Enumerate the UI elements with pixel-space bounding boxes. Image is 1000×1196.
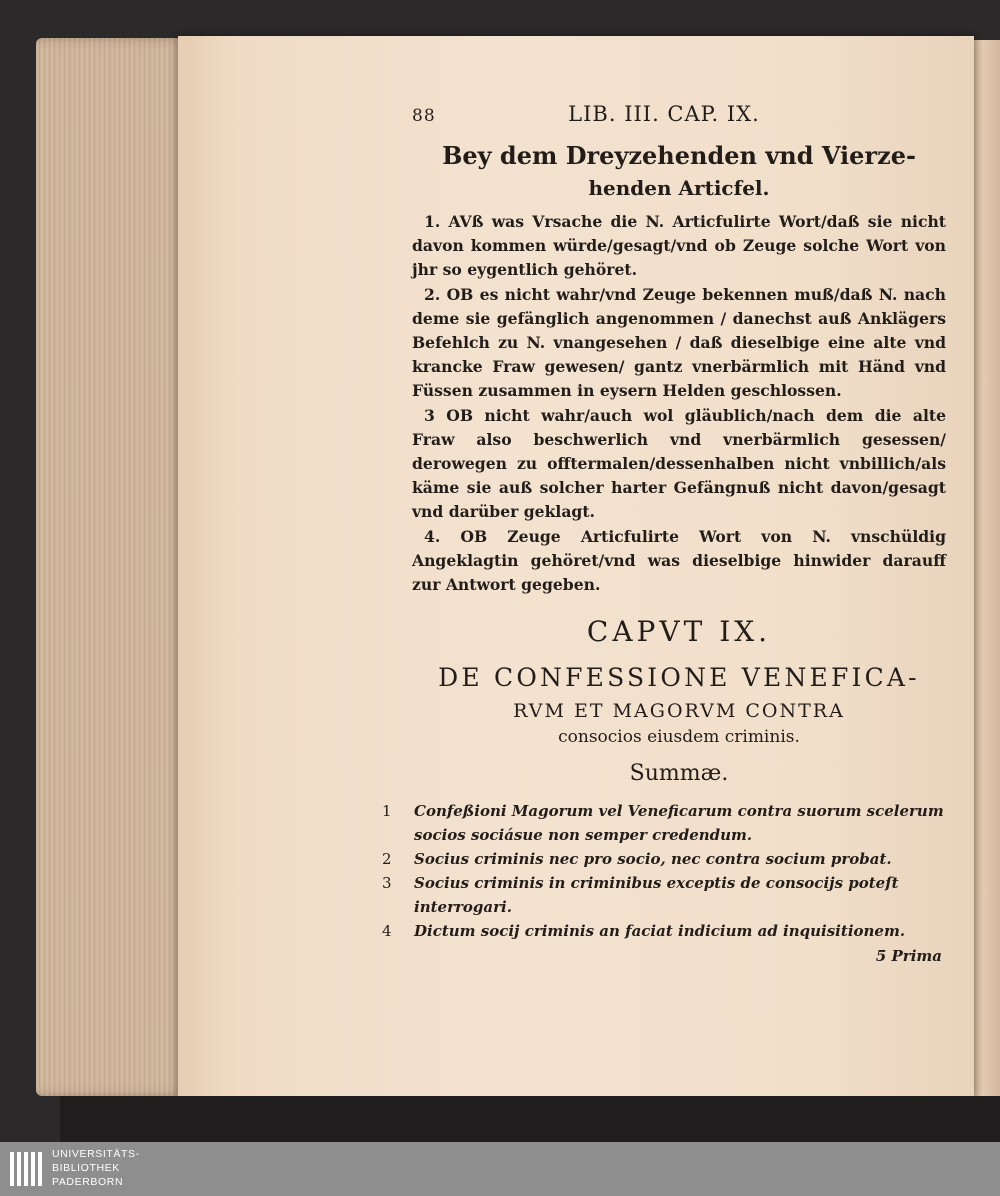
article-paragraph: 4. OB Zeuge Articfulirte Wort von N. vnschüldig Angeklagtin gehöret/vnd was dieselbige hinwider darauff zur Antwort gegeben. [412,526,946,595]
summae-item [382,919,946,943]
chapter-heading: CAPVT IX. [586,615,772,649]
section-title [412,140,946,204]
page-header [412,102,946,136]
chapter-title-line-3: consocios eiusdem criminis. [558,727,800,748]
chapter-title-line-2: RVM ET MAGORVM CONTRA [513,700,845,723]
logo-line-1: UNIVERSITÄTS- [52,1148,140,1160]
book-right-edge [972,40,1000,1098]
article-list [412,210,946,597]
summae-text: Confeßioni Magorum vel Veneficarum contra suorum scelerum socios sociásue non semper credendum. [414,802,944,845]
library-logo-bar [0,1142,1000,1196]
running-head: LIB. III. CAP. IX. [568,102,760,126]
library-logo-text [52,1147,140,1189]
book-page-edges [36,38,186,1096]
logo-line-3: PADERBORN [52,1176,124,1188]
summae-number: 2 [382,850,392,869]
summae-number: 3 [382,874,392,893]
catchword: 5 Prima [875,947,942,966]
summae-item [382,847,946,871]
section-title-line-1: Bey dem Dreyzehenden vnd Vierze- [442,141,916,170]
summae-heading: Summæ. [629,761,729,787]
summae-item [382,871,946,919]
article-paragraph: 3 OB nicht wahr/auch wol gläublich/nach dem die alte Fraw also beschwerlich vnd vnerbärmlich gesessen/ derowegen zu offtermalen/dessenhalben nicht vnbillich/als käme sie auß solcher harter Gefängnuß nicht davon/gesagt vnd darüber geklagt. [412,405,946,522]
summae-list [382,799,946,943]
article-paragraph: 2. OB es nicht wahr/vnd Zeuge bekennen muß/daß N. nach deme sie gefänglich angenommen / danechst auß Anklägers Befehlch zu N. vnangesehen / daß dieselbige eine alte vnd krancke Fraw gewesen/ gantz vnerbärmlich mit Händ vnd Füssen zusammen in eysern Helden geschlossen. [412,284,946,401]
article-paragraph: 1. AVß was Vrsache die N. Articfulirte Wort/daß sie nicht davon kommen würde/gesagt/vnd ob Zeuge solche Wort von jhr so eygentlich gehöret. [412,212,946,280]
summae-text: Dictum socij criminis an faciat indicium ad inquisitionem. [414,922,906,941]
summae-text: Socius criminis in criminibus exceptis de consocijs poteſt interrogari. [414,874,899,917]
logo-line-2: BIBLIOTHEK [52,1162,120,1174]
library-logo-icon [8,1148,46,1190]
summae-number: 1 [382,802,392,821]
section-title-line-2: henden Articfel. [588,176,770,200]
summae-text: Socius criminis nec pro socio, nec contra socium probat. [414,850,892,869]
chapter-title-line-1: DE CONFESSIONE VENEFICA- [438,663,920,693]
summae-item [382,799,946,847]
summae-number: 4 [382,922,392,941]
folio-number: 88 [412,106,436,126]
book-shadow [60,1096,1000,1142]
page-text [382,102,946,966]
